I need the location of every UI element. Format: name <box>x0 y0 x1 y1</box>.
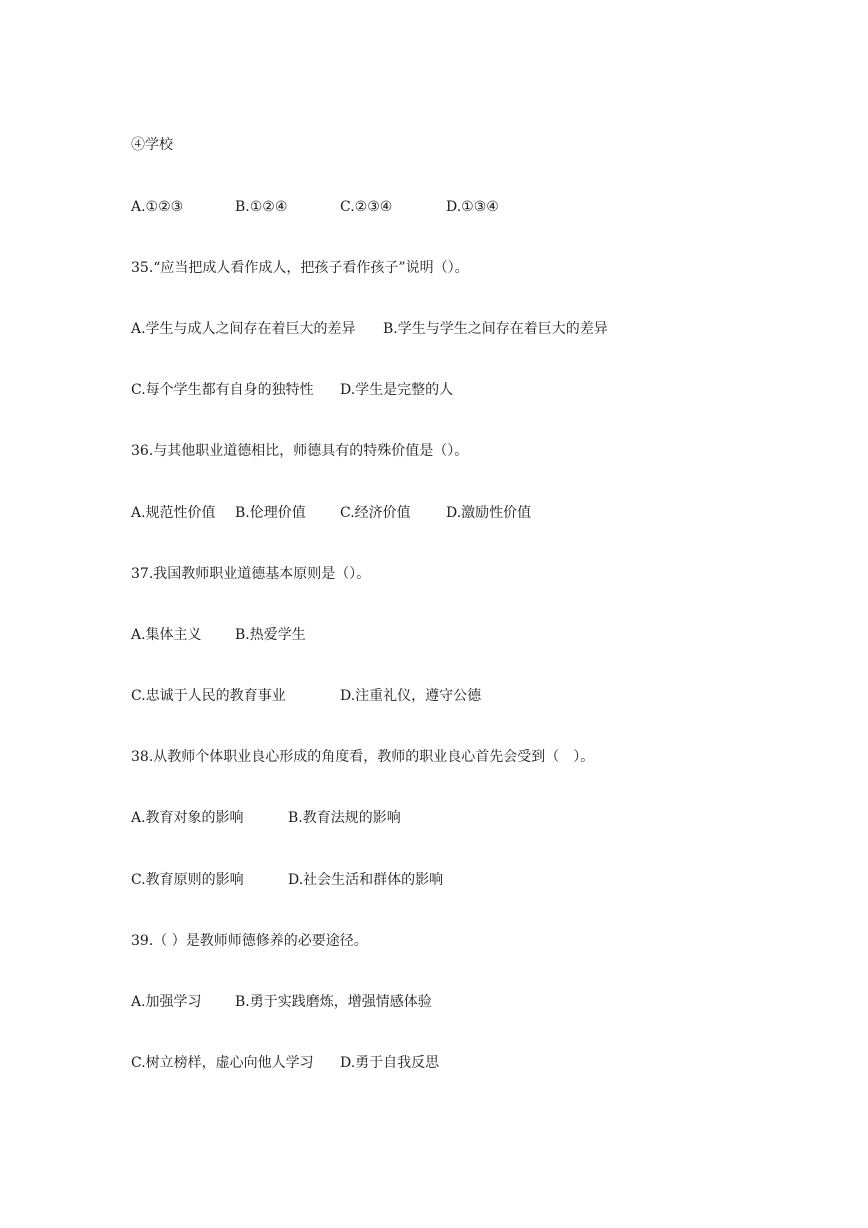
option-b: B.学生与学生之间存在着巨大的差异 <box>383 321 608 337</box>
question-35 <box>131 259 469 277</box>
option-c: C.树立榜样，虚心向他人学习 <box>131 1055 314 1071</box>
option-b: B.勇于实践磨炼，增强情感体验 <box>235 994 432 1010</box>
option-b: B.教育法规的影响 <box>288 810 401 826</box>
option-b: B.热爱学生 <box>235 627 306 643</box>
option-d: D.学生是完整的人 <box>340 382 454 398</box>
option-a: A.学生与成人之间存在着巨大的差异 <box>131 321 356 337</box>
answer-option-line <box>131 136 173 154</box>
question-38 <box>131 748 594 766</box>
option-d: D.注重礼仪，遵守公德 <box>340 688 482 704</box>
question-text: 38.从教师个体职业良心形成的角度看，教师的职业良心首先会受到（ ）。 <box>131 749 595 765</box>
option-b: B.伦理价值 <box>235 505 306 521</box>
option-d: D.社会生活和群体的影响 <box>288 872 444 888</box>
option-a: A.集体主义 <box>131 627 202 643</box>
option-d: D.①③④ <box>446 199 499 215</box>
question-text: 35.“应当把成人看作成人，把孩子看作孩子”说明（）。 <box>131 260 469 276</box>
option-c: C.教育原则的影响 <box>131 872 244 888</box>
option-a: A.加强学习 <box>131 994 202 1010</box>
question-text: 37.我国教师职业道德基本原则是（）。 <box>131 566 371 582</box>
option-c: C.②③④ <box>340 199 393 215</box>
question-text: 36.与其他职业道德相比，师德具有的特殊价值是（）。 <box>131 443 469 459</box>
question-text: 39.（ ）是教师师德修养的必要途径。 <box>131 933 368 949</box>
option-a: A.规范性价值 <box>131 505 216 521</box>
option-c: C.忠诚于人民的教育事业 <box>131 688 286 704</box>
option-c: C.每个学生都有自身的独特性 <box>131 382 314 398</box>
question-39 <box>131 932 368 950</box>
question-37 <box>131 565 370 583</box>
question-36 <box>131 442 468 460</box>
option-b: B.①②④ <box>235 199 288 215</box>
option-c: C.经济价值 <box>340 505 411 521</box>
option-text: ④学校 <box>131 137 173 153</box>
option-a: A.教育对象的影响 <box>131 810 244 826</box>
option-d: D.激励性价值 <box>446 505 532 521</box>
option-a: A.①②③ <box>131 199 184 215</box>
option-d: D.勇于自我反思 <box>340 1055 440 1071</box>
